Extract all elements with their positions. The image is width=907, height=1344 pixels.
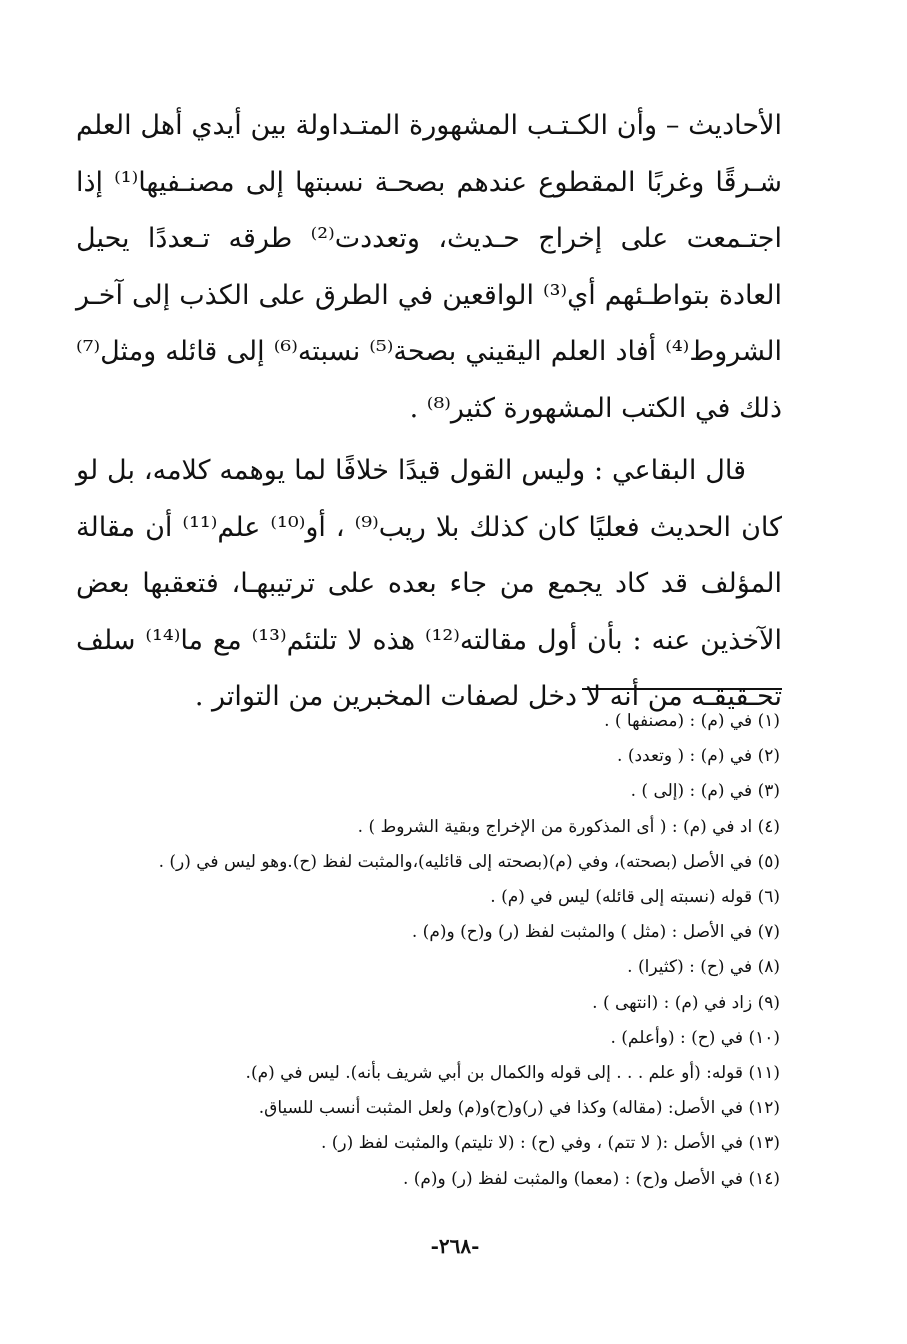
footnote: (٥) في الأصل (بصحته)، وفي (م)(بصحته إلى قائليه)،والمثبت لفظ (ح).وهو ليس في (ر) . [158,851,780,872]
footnote: (٨) في (ح) : (كثيرا) . [627,957,780,978]
footnote: (٣) في (م) : (إلى ) . [630,781,780,802]
page-number: -٢٦٨- [430,1234,480,1258]
footnote: (٦) قوله (نسبته إلى قائله) ليس في (م) . [490,887,780,908]
footnote: (١٢) في الأصل: (مقاله) وكذا في (ر)و(ح)و(م) ولعل المثبت أنسب للسياق. [258,1098,780,1119]
footnote: (٤) اد في (م) : ( أى المذكورة من الإخراج وبقية الشروط ) . [357,816,780,837]
footnotes [90,704,780,1197]
footnote: (١٤) في الأصل و(ح) : (معما) والمثبت لفظ (ر) و(م) . [402,1168,780,1189]
footnote: (١٠) في (ح) : (وأعلم) . [610,1027,780,1048]
footnote: (٧) في الأصل : (مثل ) والمثبت لفظ (ر) و(ح) و(م) . [411,922,780,943]
footnote: (١١) قوله: (أو علم . . . إلى قوله والكمال بن أبي شريف بأنه). ليس في (م). [245,1063,780,1084]
footnote: (٩) زاد في (م) : (انتهى ) . [592,992,780,1013]
footnote: (١) في (م) : (مصنفها ) . [604,711,780,731]
paragraph-1: الأحاديث – وأن الكـتـب المشهورة المتـداولة بين أيدي أهل العلم شـرقًا وغربًا المقطوع عندهم بصحـة نسبتها إلى مصنـفيها⁽¹⁾ إذا اجتـمعت على إخراج حـديث، وتعددت⁽²⁾ طرقه تـعددًا يحيل العادة بتواطـئهم أي⁽³⁾ الواقعين في الطرق على الكذب إلى آخـر الشروط⁽⁴⁾ أفاد العلم اليقيني بصحة⁽⁵⁾ نسبته⁽⁶⁾ إلى قائله ومثل⁽⁷⁾ ذلك في الكتب المشهورة كثير⁽⁸⁾ . [76,110,783,424]
paragraph-2: قال البقاعي : وليس القول قيدًا خلافًا لما يوهمه كلامه، بل لو كان الحديث فعليًا كان كذلك بلا ريب⁽⁹⁾ ، أو⁽¹⁰⁾ علم⁽¹¹⁾ أن مقالة المؤلف قد كاد يجمع من جاء بعده على ترتيبهـا، فتعقبها بعض الآخذين عنه : بأن أول مقالته⁽¹²⁾ هذه لا تلتئم⁽¹³⁾ مع ما⁽¹⁴⁾ سلف تحـقيقـه من أنه لا دخل لصفات المخبرين من التواتر . [76,455,782,712]
footnote-separator [582,688,782,690]
footnote: (٢) في (م) : ( وتعدد) . [617,746,780,767]
main-text [76,98,782,726]
footnote: (١٣) في الأصل :( لا تتم) ، وفي (ح) : (لا تليتم) والمثبت لفظ (ر) . [320,1133,780,1154]
